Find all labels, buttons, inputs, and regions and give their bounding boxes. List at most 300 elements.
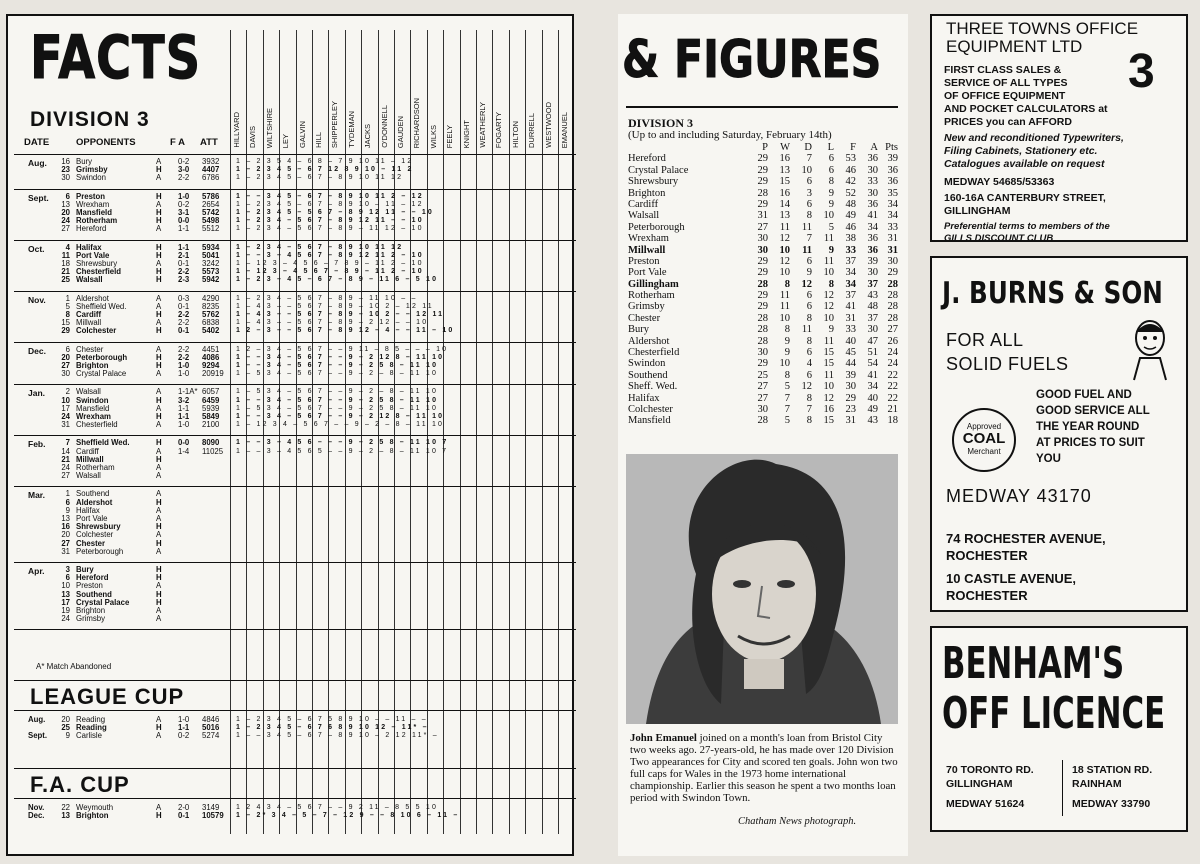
table-heading: DIVISION 3 [628,116,694,130]
fixture-opponent: Southend [76,489,110,499]
fixture-venue: H [156,597,162,607]
table-cell: 36 [867,198,878,210]
table-cell: 29 [757,301,768,313]
cup-score: 1-1 [178,723,190,733]
fixture-opponent: Colchester [76,530,114,540]
table-cell: 7 [806,403,812,415]
cup-opponent: Carlisle [76,731,102,741]
table-cell: 18 [887,415,898,427]
cup-date: 13 [61,811,70,821]
table-cell: 30 [887,255,898,267]
table-cell: 11 [801,221,812,233]
player-name [427,40,443,148]
table-cell: 33 [867,176,878,188]
month-name: Nov. [28,294,46,305]
player-name [558,40,574,148]
fixture-score: 1-1 [178,242,190,252]
table-cell: 35 [887,187,898,199]
fixture-lineup: 1 – – 3 4 – 5 6 7 – – 9 – 2 5 8 – 11 10 [236,361,439,369]
burns-addr-3: 10 CASTLE AVENUE, [946,571,1077,586]
fixture-date: 20 [61,207,70,217]
table-row [628,153,900,164]
table-cell: 41 [867,210,878,222]
fixture-score: 0-2 [178,199,190,209]
table-header-cell: D [804,142,812,153]
table-cell: 39 [845,369,856,381]
table-cell: 9 [784,347,790,359]
table-cell: 10 [779,244,790,256]
cup-month: Aug. [28,715,46,724]
fixture-date: 13 [61,199,70,209]
team-name: Millwall [628,244,666,256]
grid-line [246,30,247,834]
player-name-label: WILKS [428,124,438,148]
cup-month: Nov. [28,803,45,812]
table-row [628,222,900,233]
fixture-attendance: 4451 [202,344,220,354]
ad1-line-5: PRICES you can AFFORD [944,116,1072,128]
table-header-cell: L [827,142,834,153]
table-cell: 49 [845,210,856,222]
table-header-cell: W [780,142,790,153]
table-cell: 36 [887,176,898,188]
fixture-opponent: Sheffield Wed. [76,301,127,311]
table-cell: 8 [806,415,812,427]
fixture-attendance: 6838 [202,318,220,328]
fixture-date: 11 [61,250,70,260]
table-row [628,199,900,210]
team-name: Brighton [628,187,666,199]
table-cell: 28 [887,290,898,302]
table-cell: 11 [823,369,834,381]
table-cell: 34 [845,267,856,279]
fixture-opponent: Wrexham [76,199,110,209]
cup-venue: A [156,803,162,812]
table-cell: 28 [887,278,898,290]
fixture-venue: H [156,165,162,175]
ad1-title-2: EQUIPMENT LTD [946,37,1083,56]
fixture-date: 7 [65,438,70,448]
table-cell: 29 [757,153,768,165]
table-cell: 45 [845,347,856,359]
fixture-opponent: Cardiff [76,309,102,319]
fixture-attendance: 4407 [202,165,220,175]
table-cell: 30 [867,267,878,279]
table-cell: 9 [828,324,834,336]
fixture-opponent: Halifax [76,505,100,515]
fixture-attendance: 6786 [202,173,220,183]
table-cell: 33 [845,244,856,256]
ad1-italic-2: Filing Cabinets, Stationery etc. [944,145,1098,157]
player-name-label: GAUDEN [396,115,405,148]
fixture-opponent: Chester [76,344,104,354]
fixture-lineup: 1 – 2 3 4 – 5 6 7 – 8 9 – 11 10 – – [236,294,418,302]
fixture-opponent: Hereford [76,224,107,234]
player-name [279,40,295,148]
fixture-attendance: 20919 [202,369,224,379]
month-separator [14,240,576,241]
team-name: Chester [628,312,661,324]
fixture-score: 2-2 [178,309,190,319]
fixture-opponent: Mansfield [76,207,112,217]
table-cell: 36 [867,244,878,256]
fixture-opponent: Sheffield Wed. [76,438,130,448]
month-name: Sept. [28,192,49,203]
table-cell: 47 [867,335,878,347]
fixture-date: 27 [61,224,70,234]
fixture-venue: A [156,446,162,456]
team-name: Cardiff [628,198,659,210]
table-cell: 41 [867,369,878,381]
fixture-opponent: Brighton [76,606,106,615]
fixture-lineup: 1 – 12 3 – 4 5 6 – 7 8 9 – 11 2 – 10 [236,259,424,267]
month-separator [14,154,576,155]
fixture-lineup: 1 – 2 3 4 – 5 6 7 – 8 9 12 11 – – 10 [236,217,424,225]
table-cell: 15 [823,347,834,359]
fixture-opponent: Brighton [76,360,109,370]
fixture-opponent: Preston [76,581,103,591]
player-name-label: TYDEMAN [346,111,356,148]
fixture-attendance: 8235 [202,301,220,311]
player-name [296,40,312,148]
fixture-attendance: 5786 [202,191,220,201]
fixture-score: 2-3 [178,275,190,285]
fixture-venue: A [156,258,162,268]
grid-line [525,30,526,834]
fixture-date: 25 [61,275,70,285]
grid-line [427,30,428,834]
team-name: Swindon [628,358,666,370]
table-cell: 12 [801,278,812,290]
fixture-opponent: Grimsby [76,165,108,175]
table-cell: 15 [779,176,790,188]
fixture-date: 9 [65,505,70,515]
table-cell: 28 [757,312,768,324]
fixture-venue: A [156,369,162,379]
player-name [345,40,361,148]
fixture-score: 2-2 [178,344,190,354]
player-name-label: HILL [314,132,323,148]
fixture-attendance: 3932 [202,157,220,166]
player-name-label: JACKS [363,123,373,148]
table-cell: 37 [845,290,856,302]
fixture-lineup: 1 – 2 3 4 – 5 6 7 – 8 9 10 11 12 [236,243,404,251]
table-cell: 30 [867,187,878,199]
burns-small-3: THE YEAR ROUND [1036,421,1140,433]
fixture-opponent: Port Vale [76,250,110,260]
fixture-venue: H [156,573,162,583]
table-row [628,381,900,392]
table-cell: 9 [828,187,834,199]
table-cell: 9 [784,335,790,347]
fixture-date: 13 [61,513,70,523]
table-cell: 34 [887,198,898,210]
month-name: Aug. [28,158,47,168]
fixture-opponent: Millwall [76,454,104,464]
cup-lineup: 1 – 2 3 4 5 – 6 7 6 8 9 10 12 – 11* – [236,724,429,732]
fixture-venue: H [156,309,162,319]
table-cell: 29 [845,392,856,404]
burns-line-2: SOLID FUELS [946,354,1069,374]
month-name: Jan. [28,388,46,399]
cup-date: 25 [61,723,70,733]
table-cell: 46 [845,221,856,233]
fixture-date: 21 [61,454,70,464]
fixture-attendance: 6057 [202,387,220,397]
cup-month: Dec. [28,811,45,821]
table-cell: 21 [887,403,898,415]
table-row [628,324,900,335]
fixture-opponent: Colchester [76,326,117,336]
table-cell: 15 [823,358,834,370]
fixture-lineup: 1 – 2 3 4 5 – 6 7 – 8 9 10 11 12 [236,174,404,182]
table-cell: 46 [845,164,856,176]
table-cell: 12 [823,301,834,313]
league-table [628,142,900,427]
three-towns-logo: 3 [1128,45,1155,98]
table-cell: 53 [845,153,856,165]
table-row [628,347,900,358]
fixture-attendance: 5942 [202,275,220,285]
cup-lineup: 1 2 4 3 4 – 5 6 7 – – 9 2 11 – 8 5 5 10 [236,804,439,811]
fixture-score: 2-2 [178,173,190,183]
ad1-italic-3: Catalogues available on request [944,158,1105,170]
grid-line [230,30,231,834]
table-cell: 30 [867,164,878,176]
col-date: DATE [24,137,50,148]
table-row [628,313,900,324]
burns-addr-1: 74 ROCHESTER AVENUE, [946,531,1106,546]
fixture-date: 24 [61,216,70,226]
burns-addr-4: ROCHESTER [946,588,1028,603]
player-name-label: DAVIS [248,126,258,148]
player-name-label: FEELY [445,124,455,148]
grid-line [492,30,493,834]
fixture-date: 8 [65,309,70,319]
cup-attendance: 3149 [202,803,220,812]
fixture-date: 10 [61,395,70,405]
fixture-venue: H [156,352,162,362]
player-name [246,40,262,148]
fixture-date: 15 [61,318,70,328]
burns-small-5: YOU [1036,453,1061,465]
fixture-attendance: 5762 [202,309,220,319]
table-cell: 12 [823,392,834,404]
fixture-attendance: 2654 [202,199,220,209]
fixture-date: 17 [61,403,70,413]
ad1-pref-1: Preferential terms to members of the [944,221,1110,232]
table-cell: 13 [779,164,790,176]
table-cell: 27 [757,392,768,404]
fixture-score: 1-0 [178,191,190,201]
badge-approved: Approved [966,422,1002,431]
fixture-lineup: 1 – 2 3 5 4 – 6 8 – 7 9 10 11 – 12 [236,158,414,165]
cup-date: 20 [61,715,70,724]
table-cell: 28 [757,278,768,290]
fixture-opponent: Port Vale [76,513,108,523]
team-name: Shrewsbury [628,176,679,188]
approved-coal-badge [952,408,1016,472]
grid-line [361,30,362,834]
fixture-lineup: 1 – 12 3 – 4 5 6 7 – 8 9 – 11 2 – 10 [236,268,424,276]
player-name-label: HILLYARD [232,112,241,148]
cup-opponent: Weymouth [76,803,114,812]
burns-small-4: AT PRICES TO SUIT [1036,437,1145,449]
fixture-score: 1-0 [178,420,190,430]
badge-merchant: Merchant [967,447,1001,456]
table-cell: 22 [887,381,898,393]
player-name [263,40,279,148]
table-row [628,165,900,176]
fixture-attendance: 5041 [202,250,220,260]
table-cell: 6 [828,153,834,165]
table-row [628,358,900,369]
fixture-opponent: Preston [76,191,106,201]
fixture-date: 6 [65,191,70,201]
fixture-attendance: 5498 [202,216,220,226]
table-header-cell: A [870,142,878,153]
table-cell: 6 [828,164,834,176]
team-name: Aldershot [628,335,670,347]
fixture-score: 0-2 [178,157,190,166]
fixture-venue: A [156,489,162,499]
fixture-score: 3-0 [178,165,190,175]
fixture-score: 0-1 [178,326,190,336]
ad1-addr-2: GILLINGHAM [944,205,1011,217]
fixture-lineup: 1 2 – 3 – – 5 6 7 – 8 9 12 – 4 – – 11 – 10 [236,327,455,335]
table-cell: 9 [828,244,834,256]
cartoon-man-icon [1128,318,1172,382]
fixture-lineup: 1 – 5 3 4 – 5 6 7 – – 9 – 2 – 8 – 11 10 [236,388,439,396]
table-cell: 33 [845,324,856,336]
player-photo [626,454,898,724]
ad1-title-1: THREE TOWNS OFFICE [946,19,1139,38]
fixture-date: 18 [61,258,70,268]
table-cell: 40 [867,392,878,404]
fixture-date: 30 [61,173,70,183]
table-cell: 29 [757,267,768,279]
table-cell: 31 [757,210,768,222]
table-cell: 10 [823,267,834,279]
table-cell: 8 [806,312,812,324]
grid-line [542,30,543,834]
fixture-lineup: 1 – 5 3 4 – 5 6 7 – – 9 – 2 5 8 – 11 10 [236,404,439,412]
cup-month: Sept. [28,731,48,741]
table-cell: 12 [801,381,812,393]
fixture-attendance: 9294 [202,360,220,370]
fixture-opponent: Aldershot [76,497,113,507]
team-name: Bury [628,324,649,336]
table-cell: 7 [784,392,790,404]
team-name: Wrexham [628,233,669,245]
grid-line [296,30,297,834]
table-cell: 11 [801,324,812,336]
table-cell: 6 [806,198,812,210]
fixture-attendance: 8090 [202,438,220,448]
table-cell: 22 [887,369,898,381]
table-cell: 24 [887,347,898,359]
fixture-lineup: 1 – 5 3 4 – 5 6 7 – – 9 – 2 – 8 – 11 10 [236,370,439,378]
abandoned-note: A* Match Abandoned [36,662,112,671]
burns-ad [930,256,1188,612]
cup-date: 22 [61,803,70,812]
table-cell: 30 [757,347,768,359]
table-row [628,336,900,347]
fixture-lineup: 1 – – 3 4 – 5 6 7 – – 9 – 2 5 8 – 11 10 [236,396,439,404]
ad1-line-1: FIRST CLASS SALES & [944,64,1062,76]
table-cell: 10 [779,312,790,324]
fixture-venue: H [156,326,162,336]
table-row [628,290,900,301]
fixture-opponent: Swindon [76,395,109,405]
table-cell: 10 [823,312,834,324]
team-name: Halifax [628,392,660,404]
table-cell: 8 [784,278,790,290]
fixture-lineup: 1 – 2 3 4 5 – 5 6 7 – 8 9 12 11 – – 10 [236,208,435,216]
fixture-date: 24 [61,614,70,624]
benham-right-tel: MEDWAY 33790 [1072,798,1151,810]
month-name: Apr. [28,566,45,576]
player-name [394,40,410,148]
player-name-label: LEY [281,133,291,148]
fixture-date: 20 [61,352,70,362]
fixture-lineup: 1 – 2 3 4 – 5 6 7 – 8 9 – 11 12 – 10 [236,225,424,233]
grid-line [460,30,461,834]
fixture-venue: H [156,250,162,260]
grid-line [394,30,395,834]
table-cell: 29 [757,198,768,210]
player-name [378,40,394,148]
fixture-venue: H [156,565,162,574]
table-cell: 16 [779,153,790,165]
table-cell: 28 [887,301,898,313]
player-name [492,40,508,148]
table-row [628,188,900,199]
ad1-addr-1: 160-16A CANTERBURY STREET, [944,192,1106,204]
fixture-venue: A [156,199,162,209]
cup-score: 0-2 [178,731,190,741]
fixture-opponent: Chesterfield [76,267,122,277]
fixture-opponent: Grimsby [76,614,106,624]
grid-line [410,30,411,834]
ad1-tel: MEDWAY 54685/53363 [944,176,1055,188]
cup-venue: A [156,731,162,741]
fixture-score: 2-2 [178,318,190,328]
table-header-cell: F [850,142,856,153]
table-cell: 34 [845,278,856,290]
fixture-lineup: 1 – – 3 4 5 – 6 7 – 8 9 10 11 2 – 12 [236,192,424,200]
ad1-line-2: SERVICE OF ALL TYPES [944,77,1068,89]
table-cell: 34 [887,210,898,222]
fixture-venue: A [156,157,162,166]
fixture-venue: H [156,191,162,201]
table-cell: 51 [867,347,878,359]
benham-title-2: OFF LICENCE [942,688,1166,739]
fixture-opponent: Wrexham [76,411,111,421]
table-cell: 8 [828,176,834,188]
fixture-lineup: 1 – 12 3 4 – 5 6 7 – – 9 – 2 – 8 – 11 10 [236,421,445,429]
fixture-date: 31 [61,546,70,556]
table-cell: 33 [887,221,898,233]
table-cell: 42 [845,176,856,188]
table-cell: 30 [757,403,768,415]
benhams-ad [930,626,1188,832]
month-separator [14,291,576,292]
table-cell: 37 [867,312,878,324]
fa-cup-separator [14,768,576,769]
table-cell: 25 [757,369,768,381]
fixture-venue: H [156,538,162,548]
